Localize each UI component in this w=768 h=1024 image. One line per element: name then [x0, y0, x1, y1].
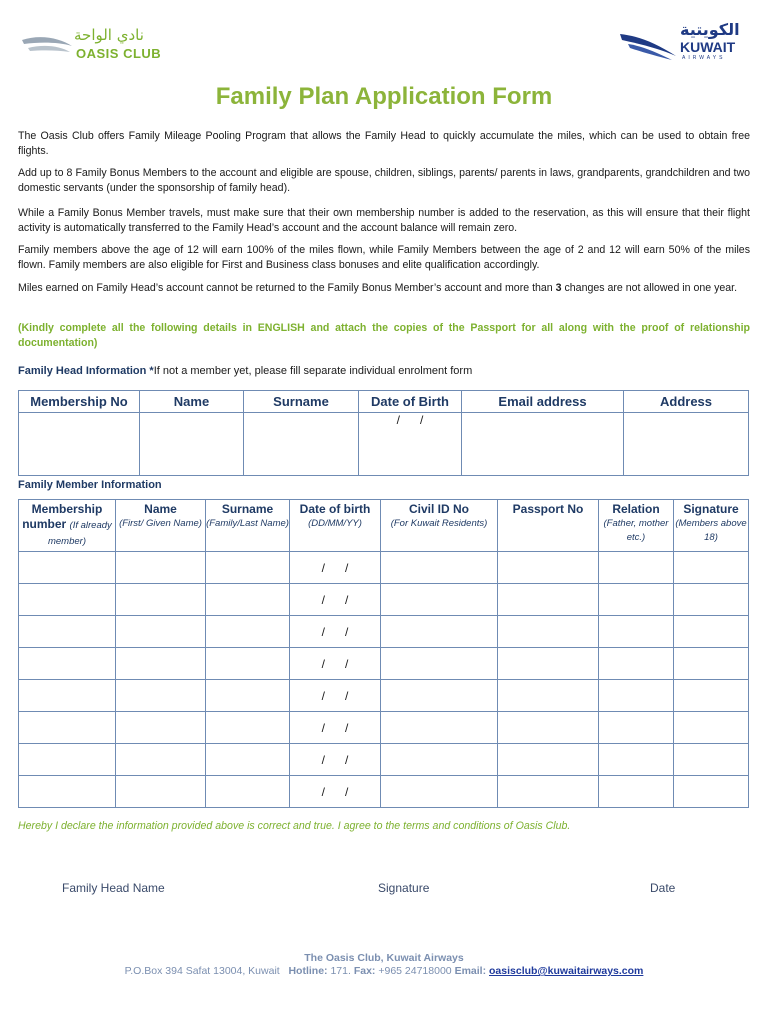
col-member-surname: Surname (Family/Last Name) [206, 500, 290, 552]
passport-no-cell[interactable] [498, 616, 599, 648]
col-member-name: Name (First/ Given Name) [116, 500, 206, 552]
relation-cell[interactable] [599, 648, 674, 680]
travel-paragraph: While a Family Bonus Member travels, must make sure that their own membership number is added to the reservation, as this will ensure that their flight activity is automatically transferred to the Family Head’s account and the account balance will remain zero. [18, 207, 750, 234]
col-date-of-birth: Date of Birth [359, 391, 462, 413]
member-dob-cell[interactable]: / / [290, 648, 381, 680]
member-name-cell[interactable] [116, 680, 206, 712]
member-surname-cell[interactable] [206, 680, 290, 712]
member-dob-cell[interactable]: / / [290, 584, 381, 616]
family-member-label: Family Member Information [18, 479, 162, 491]
relation-cell[interactable] [599, 616, 674, 648]
signature-cell[interactable] [674, 680, 749, 712]
family-member-table [18, 499, 749, 808]
member-surname-cell[interactable] [206, 712, 290, 744]
declaration-text: Hereby I declare the information provided above is correct and true. I agree to the terms and conditions of Oasis Club. [18, 820, 571, 832]
col-email-address: Email address [462, 391, 624, 413]
table-row [19, 680, 749, 712]
relation-cell[interactable] [599, 712, 674, 744]
passport-no-cell[interactable] [498, 776, 599, 808]
dob-input[interactable]: / / [359, 413, 462, 476]
relation-cell[interactable] [599, 680, 674, 712]
oasis-arabic-name: نادي الواحة [74, 26, 144, 44]
intro-paragraph: The Oasis Club offers Family Mileage Pooling Program that allows the Family Head to quickly accumulate the miles, which can be used to obtain free flights. [18, 130, 750, 157]
col-membership-no: Membership No [19, 391, 140, 413]
member-name-cell[interactable] [116, 744, 206, 776]
member-surname-cell[interactable] [206, 744, 290, 776]
family-head-name-label: Family Head Name [62, 881, 165, 895]
membership-number-cell[interactable] [19, 744, 116, 776]
membership-number-cell[interactable] [19, 776, 116, 808]
member-name-cell[interactable] [116, 712, 206, 744]
member-dob-cell[interactable]: / / [290, 680, 381, 712]
passport-no-cell[interactable] [498, 744, 599, 776]
footer-org: The Oasis Club, Kuwait Airways [304, 952, 464, 964]
member-name-cell[interactable] [116, 616, 206, 648]
table-row [19, 776, 749, 808]
earning-paragraph: Family members above the age of 12 will earn 100% of the miles flown, while Family Members between the age of 2 and 12 will earn 50% of the miles flown. Family members are also eligible for First and Business class bonuses and elite qualification accordingly. [18, 244, 750, 271]
civil-id-cell[interactable] [381, 776, 498, 808]
bonus-members-paragraph: Add up to 8 Family Bonus Members to the account and eligible are spouse, children, siblings, parents/ parents in laws, grandparents, grandchildren and two domestic servants (under the sponsorship of family head). [18, 167, 750, 194]
member-surname-cell[interactable] [206, 648, 290, 680]
passport-no-cell[interactable] [498, 552, 599, 584]
relation-cell[interactable] [599, 776, 674, 808]
signature-cell[interactable] [674, 712, 749, 744]
col-membership-number: Membership number (If already member) [19, 500, 116, 552]
civil-id-cell[interactable] [381, 680, 498, 712]
member-name-cell[interactable] [116, 776, 206, 808]
relation-cell[interactable] [599, 584, 674, 616]
col-passport-no: Passport No [498, 500, 599, 552]
col-surname: Surname [244, 391, 359, 413]
signature-cell[interactable] [674, 744, 749, 776]
miles-return-paragraph: Miles earned on Family Head’s account cannot be returned to the Family Bonus Member’s account and more than 3 changes are not allowed in one year. [18, 282, 738, 294]
membership-number-cell[interactable] [19, 680, 116, 712]
member-dob-cell[interactable]: / / [290, 552, 381, 584]
passport-no-cell[interactable] [498, 712, 599, 744]
table-row [19, 584, 749, 616]
table-row [19, 616, 749, 648]
kuwait-tag: AIRWAYS [682, 55, 726, 61]
kuwait-bird-icon [618, 28, 678, 62]
civil-id-cell[interactable] [381, 616, 498, 648]
membership-number-cell[interactable] [19, 552, 116, 584]
member-dob-cell[interactable]: / / [290, 712, 381, 744]
col-signature: Signature (Members above 18) [674, 500, 749, 552]
civil-id-cell[interactable] [381, 552, 498, 584]
col-civil-id: Civil ID No (For Kuwait Residents) [381, 500, 498, 552]
civil-id-cell[interactable] [381, 584, 498, 616]
kuwait-arabic-name: الكويتية [680, 20, 740, 39]
email-input[interactable] [462, 413, 624, 476]
signature-cell[interactable] [674, 616, 749, 648]
family-head-table [18, 390, 749, 476]
civil-id-cell[interactable] [381, 712, 498, 744]
signature-label: Signature [378, 881, 430, 895]
date-label: Date [650, 881, 676, 895]
col-relation: Relation (Father, mother etc.) [599, 500, 674, 552]
kuwait-airways-logo [618, 20, 748, 66]
membership-number-cell[interactable] [19, 584, 116, 616]
civil-id-cell[interactable] [381, 744, 498, 776]
member-surname-cell[interactable] [206, 584, 290, 616]
col-member-dob: Date of birth (DD/MM/YY) [290, 500, 381, 552]
signature-cell[interactable] [674, 552, 749, 584]
table-row [19, 552, 749, 584]
passport-no-cell[interactable] [498, 584, 599, 616]
table-row [19, 648, 749, 680]
membership-number-cell[interactable] [19, 648, 116, 680]
relation-cell[interactable] [599, 552, 674, 584]
civil-id-cell[interactable] [381, 648, 498, 680]
membership-no-input[interactable] [19, 413, 140, 476]
surname-input[interactable] [244, 413, 359, 476]
member-name-cell[interactable] [116, 552, 206, 584]
passport-no-cell[interactable] [498, 680, 599, 712]
table-row [19, 712, 749, 744]
member-dob-cell[interactable]: / / [290, 616, 381, 648]
membership-number-cell[interactable] [19, 712, 116, 744]
address-input[interactable] [624, 413, 749, 476]
email-link[interactable]: oasisclub@kuwaitairways.com [489, 965, 644, 977]
member-surname-cell[interactable] [206, 776, 290, 808]
family-head-label: Family Head Information *If not a member yet, please fill separate individual enrolment form [18, 365, 473, 377]
member-dob-cell[interactable]: / / [290, 744, 381, 776]
passport-no-cell[interactable] [498, 648, 599, 680]
instructions-note: (Kindly complete all the following details in ENGLISH and attach the copies of the Passport for all along with the proof of relationship documentation) [18, 322, 750, 349]
member-name-cell[interactable] [116, 584, 206, 616]
member-surname-cell[interactable] [206, 616, 290, 648]
member-dob-cell[interactable]: / / [290, 776, 381, 808]
signature-cell[interactable] [674, 584, 749, 616]
member-surname-cell[interactable] [206, 552, 290, 584]
col-name: Name [140, 391, 244, 413]
table-row [19, 744, 749, 776]
page-title: Family Plan Application Form [215, 83, 553, 110]
signature-cell[interactable] [674, 776, 749, 808]
oasis-name: OASIS CLUB [76, 46, 162, 61]
member-name-cell[interactable] [116, 648, 206, 680]
kuwait-name: KUWAIT [680, 39, 736, 55]
membership-number-cell[interactable] [19, 616, 116, 648]
col-address: Address [624, 391, 749, 413]
name-input[interactable] [140, 413, 244, 476]
signature-cell[interactable] [674, 648, 749, 680]
oasis-club-logo [20, 24, 170, 68]
relation-cell[interactable] [599, 744, 674, 776]
footer-contact: P.O.Box 394 Safat 13004, Kuwait Hotline: 171. Fax: +965 24718000 Email: oasisclub@kuwaitairways.com [124, 965, 644, 977]
